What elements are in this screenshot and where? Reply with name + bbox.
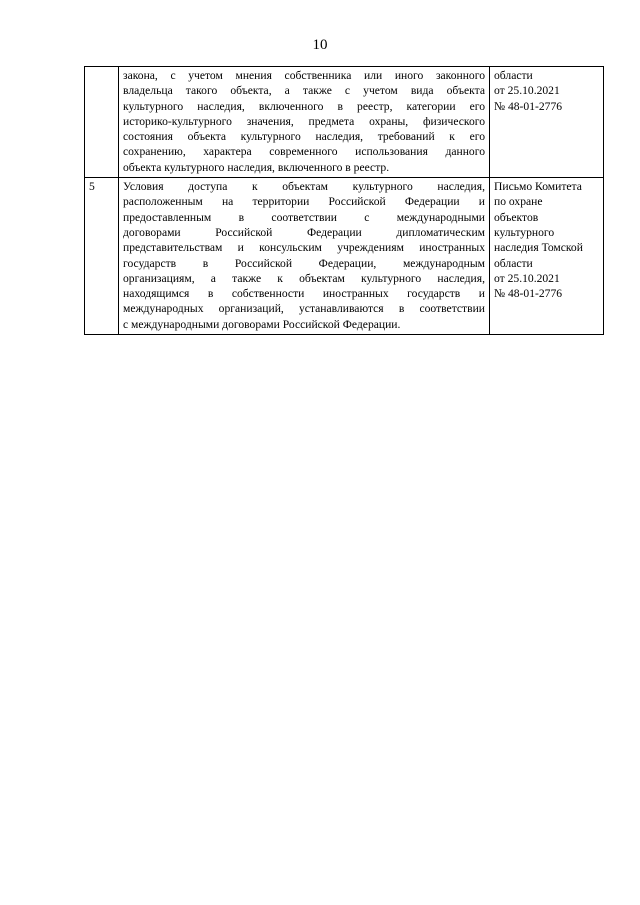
document-table <box>84 66 604 335</box>
source-line: по охране <box>494 195 543 209</box>
source-line: области <box>494 69 533 82</box>
source-line: от 25.10.2021 <box>494 271 560 285</box>
source-document-cell <box>490 67 604 178</box>
text-line: закона, с учетом мнения собственника или иного законного <box>123 69 485 82</box>
text-line: находящимся в собственности иностранных государств и <box>123 287 485 301</box>
source-line: области <box>494 256 533 270</box>
source-line: от 25.10.2021 <box>494 84 560 98</box>
requirement-text-cell <box>119 178 490 335</box>
row-number-cell <box>85 67 119 178</box>
source-line: Письмо Комитета <box>494 180 582 194</box>
text-line: организациям, а также к объектам культурного наследия, <box>123 271 485 285</box>
text-line: с международными договорами Российской Федерации. <box>123 317 401 331</box>
table-row <box>85 178 604 335</box>
text-line: объекта культурного наследия, включенного в реестр. <box>123 160 390 174</box>
row-number-cell: 5 <box>85 178 119 335</box>
table-row <box>85 67 604 178</box>
text-line: историко-культурного значения, предмета охраны, физического <box>123 114 485 128</box>
source-line: № 48-01-2776 <box>494 99 563 113</box>
source-line: культурного <box>494 225 555 239</box>
text-line: сохранению, характера современного использования данного <box>123 145 485 159</box>
source-document-cell <box>490 178 604 335</box>
text-line: Условия доступа к объектам культурного наследия, <box>123 180 485 194</box>
page-number: 10 <box>312 37 328 53</box>
text-line: представительствам и консульским учреждениям иностранных <box>123 241 485 255</box>
source-line: объектов <box>494 210 539 224</box>
text-line: предоставленным в соответствии с международными <box>123 210 485 224</box>
source-line: наследия Томской <box>494 241 583 255</box>
text-line: расположенным на территории Российской Федерации и <box>123 195 485 209</box>
text-line: государств в Российской Федерации, международным <box>123 256 485 270</box>
text-line: международных организаций, устанавливаются в соответствии <box>123 302 485 316</box>
text-line: владельца такого объекта, а также с учетом вида объекта <box>123 84 485 98</box>
source-line: № 48-01-2776 <box>494 287 563 301</box>
requirement-text-cell <box>119 67 490 178</box>
text-line: договорами Российской Федерации дипломатическим <box>123 225 485 239</box>
text-line: состояния объекта культурного наследия, требований к его <box>123 130 485 144</box>
text-line: культурного наследия, включенного в реестр, категории его <box>123 99 485 113</box>
